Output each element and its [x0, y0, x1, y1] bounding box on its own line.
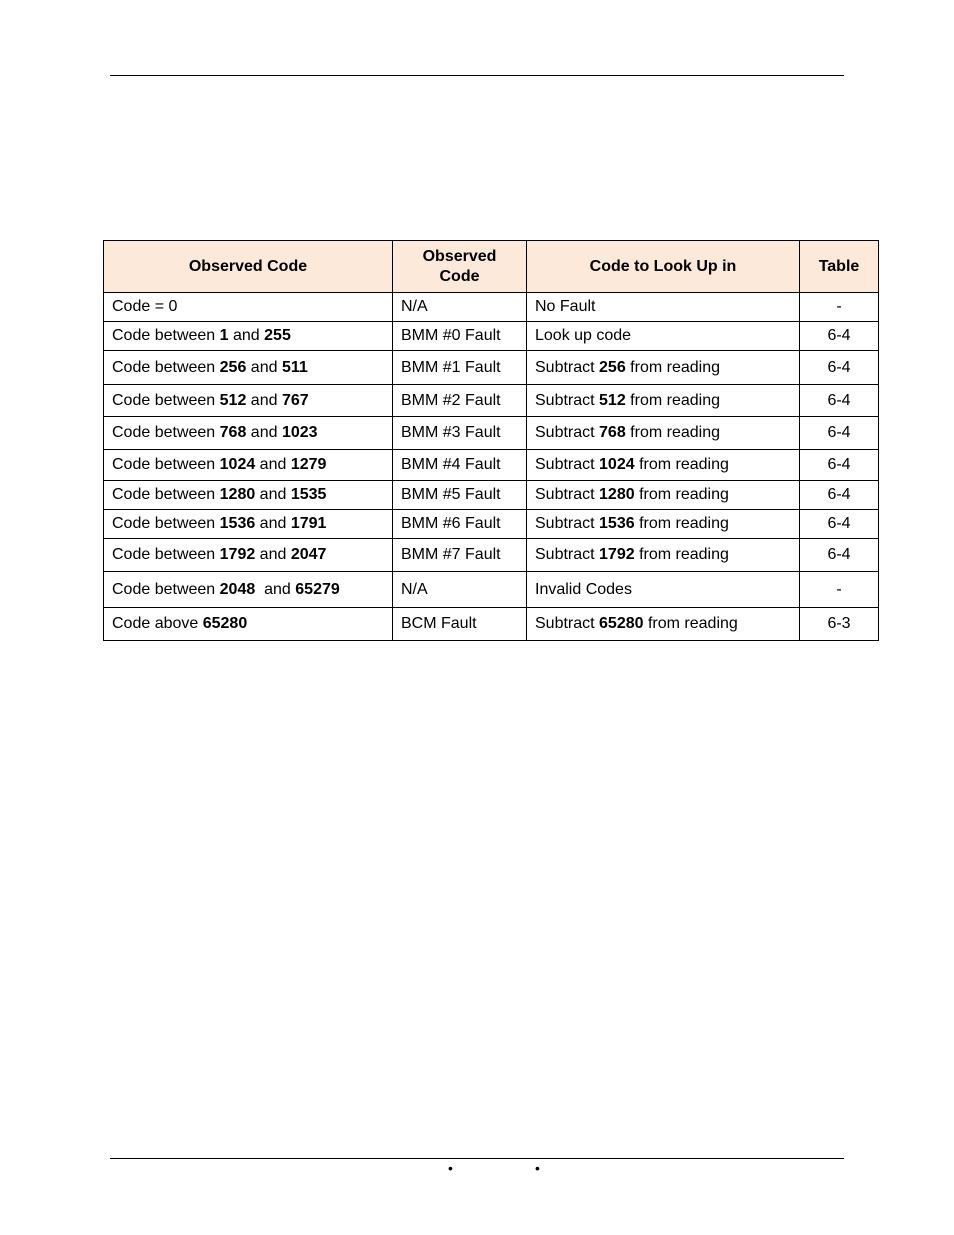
cell-table-ref: 6-4	[800, 450, 879, 481]
cell-observed-fault: BCM Fault	[393, 608, 527, 641]
bold-value: 512	[599, 391, 626, 409]
bold-value: 65279	[295, 580, 340, 598]
table-row	[104, 510, 879, 539]
cell-text: Code between	[112, 327, 220, 344]
bold-value: 1	[219, 327, 229, 344]
cell-text: Subtract	[535, 424, 600, 441]
cell-text: and	[255, 515, 291, 532]
cell-table-ref: 6-4	[800, 510, 879, 539]
cell-lookup	[527, 510, 800, 539]
cell-observed-fault: BMM #5 Fault	[393, 481, 527, 510]
header-observed-fault-line-1: Observed	[422, 247, 497, 265]
table-row	[104, 385, 879, 417]
cell-table-ref: 6-4	[800, 322, 879, 351]
bold-value: 1792	[599, 546, 635, 563]
cell-observed-fault: BMM #3 Fault	[393, 417, 527, 450]
cell-text: Code = 0	[112, 298, 178, 315]
bold-value: 512	[219, 391, 247, 409]
cell-text: Code between	[112, 456, 220, 473]
table-row	[104, 351, 879, 385]
table-body	[104, 293, 879, 641]
cell-text: Code between	[112, 515, 220, 532]
cell-text: Subtract	[535, 391, 600, 409]
bold-value: 1279	[290, 456, 327, 473]
bold-value: 1024	[219, 456, 256, 473]
bold-value: 256	[219, 358, 247, 376]
cell-text: from reading	[625, 391, 720, 409]
header-table-ref: Table	[800, 241, 879, 293]
cell-observed-code	[104, 351, 393, 385]
header-observed-fault-line-2: Code	[439, 267, 480, 285]
cell-lookup	[527, 539, 800, 572]
fault-code-table	[103, 240, 879, 641]
cell-observed-code	[104, 572, 393, 608]
cell-observed-fault: N/A	[393, 572, 527, 608]
cell-text: Subtract	[535, 486, 600, 503]
cell-text: from reading	[634, 456, 729, 473]
bold-value: 256	[599, 358, 626, 376]
footer-bullet: •	[535, 1160, 540, 1176]
cell-lookup	[527, 481, 800, 510]
cell-observed-code	[104, 608, 393, 641]
cell-lookup	[527, 572, 800, 608]
cell-text: Code between	[112, 391, 220, 409]
cell-observed-fault: N/A	[393, 293, 527, 322]
cell-lookup	[527, 322, 800, 351]
bold-value: 767	[281, 391, 309, 409]
cell-text: and	[246, 424, 282, 441]
cell-lookup	[527, 417, 800, 450]
header-lookup-code: Code to Look Up in	[527, 241, 800, 293]
table-row	[104, 417, 879, 450]
cell-text: Code between	[112, 546, 220, 563]
cell-lookup	[527, 293, 800, 322]
header-observed-code: Observed Code	[104, 241, 393, 293]
bold-value: 2048	[219, 580, 256, 598]
cell-text: Invalid Codes	[535, 580, 632, 598]
bold-value: 1792	[219, 546, 256, 563]
bold-value: 2047	[290, 546, 327, 563]
table-row	[104, 450, 879, 481]
cell-text: Code between	[112, 486, 220, 503]
cell-text: and	[255, 580, 296, 598]
cell-text: Code above	[112, 615, 203, 632]
cell-observed-fault: BMM #4 Fault	[393, 450, 527, 481]
cell-text: Subtract	[535, 615, 600, 632]
cell-observed-fault: BMM #6 Fault	[393, 510, 527, 539]
cell-text: and	[228, 327, 265, 344]
cell-text: Code between	[112, 424, 220, 441]
bold-value: 1280	[599, 486, 635, 503]
table-row	[104, 481, 879, 510]
cell-observed-fault: BMM #7 Fault	[393, 539, 527, 572]
cell-table-ref: 6-4	[800, 417, 879, 450]
cell-text: from reading	[625, 358, 720, 376]
cell-text: and	[246, 391, 282, 409]
cell-observed-fault: BMM #0 Fault	[393, 322, 527, 351]
bold-value: 1791	[290, 515, 327, 532]
table-row	[104, 539, 879, 572]
cell-text: Subtract	[535, 546, 600, 563]
cell-table-ref: 6-3	[800, 608, 879, 641]
table-row	[104, 608, 879, 641]
bold-value: 65280	[599, 615, 644, 632]
footer-bullet: •	[448, 1160, 453, 1176]
bold-value: 1280	[219, 486, 256, 503]
cell-table-ref: 6-4	[800, 539, 879, 572]
cell-observed-code	[104, 510, 393, 539]
cell-observed-code	[104, 539, 393, 572]
cell-lookup	[527, 608, 800, 641]
bold-value: 65280	[202, 615, 248, 632]
bold-value: 768	[599, 424, 626, 441]
cell-text: Look up code	[535, 327, 632, 344]
header-rule	[110, 75, 844, 76]
bold-value: 1535	[290, 486, 327, 503]
cell-table-ref: -	[800, 572, 879, 608]
table-row	[104, 322, 879, 351]
table-row	[104, 572, 879, 608]
cell-observed-code	[104, 450, 393, 481]
cell-table-ref: -	[800, 293, 879, 322]
cell-table-ref: 6-4	[800, 385, 879, 417]
cell-text: Subtract	[535, 456, 600, 473]
bold-value: 1536	[599, 515, 635, 532]
cell-lookup	[527, 450, 800, 481]
cell-text: from reading	[634, 546, 729, 563]
bold-value: 1024	[599, 456, 635, 473]
cell-text: Code between	[112, 358, 220, 376]
cell-text: Subtract	[535, 358, 600, 376]
bold-value: 255	[264, 327, 291, 344]
cell-text: No Fault	[535, 298, 596, 315]
bold-value: 511	[281, 358, 308, 376]
bold-value: 768	[219, 424, 247, 441]
cell-text: Code between	[112, 580, 220, 598]
cell-observed-code	[104, 385, 393, 417]
cell-observed-code	[104, 481, 393, 510]
cell-text: from reading	[634, 486, 729, 503]
cell-lookup	[527, 351, 800, 385]
bold-value: 1536	[219, 515, 256, 532]
cell-table-ref: 6-4	[800, 351, 879, 385]
cell-lookup	[527, 385, 800, 417]
cell-observed-fault: BMM #2 Fault	[393, 385, 527, 417]
cell-text: and	[246, 358, 282, 376]
cell-text: from reading	[634, 515, 729, 532]
cell-text: from reading	[625, 424, 720, 441]
table-row	[104, 293, 879, 322]
cell-text: and	[255, 546, 291, 563]
cell-text: Subtract	[535, 515, 600, 532]
bold-value: 1023	[281, 424, 318, 441]
header-observed-fault	[393, 241, 527, 293]
cell-observed-code	[104, 322, 393, 351]
cell-text: and	[255, 486, 291, 503]
cell-table-ref: 6-4	[800, 481, 879, 510]
footer-rule	[110, 1158, 844, 1159]
cell-text: and	[255, 456, 291, 473]
table-header-row	[104, 241, 879, 293]
cell-observed-fault: BMM #1 Fault	[393, 351, 527, 385]
cell-text: from reading	[643, 615, 738, 632]
cell-observed-code	[104, 293, 393, 322]
cell-observed-code	[104, 417, 393, 450]
